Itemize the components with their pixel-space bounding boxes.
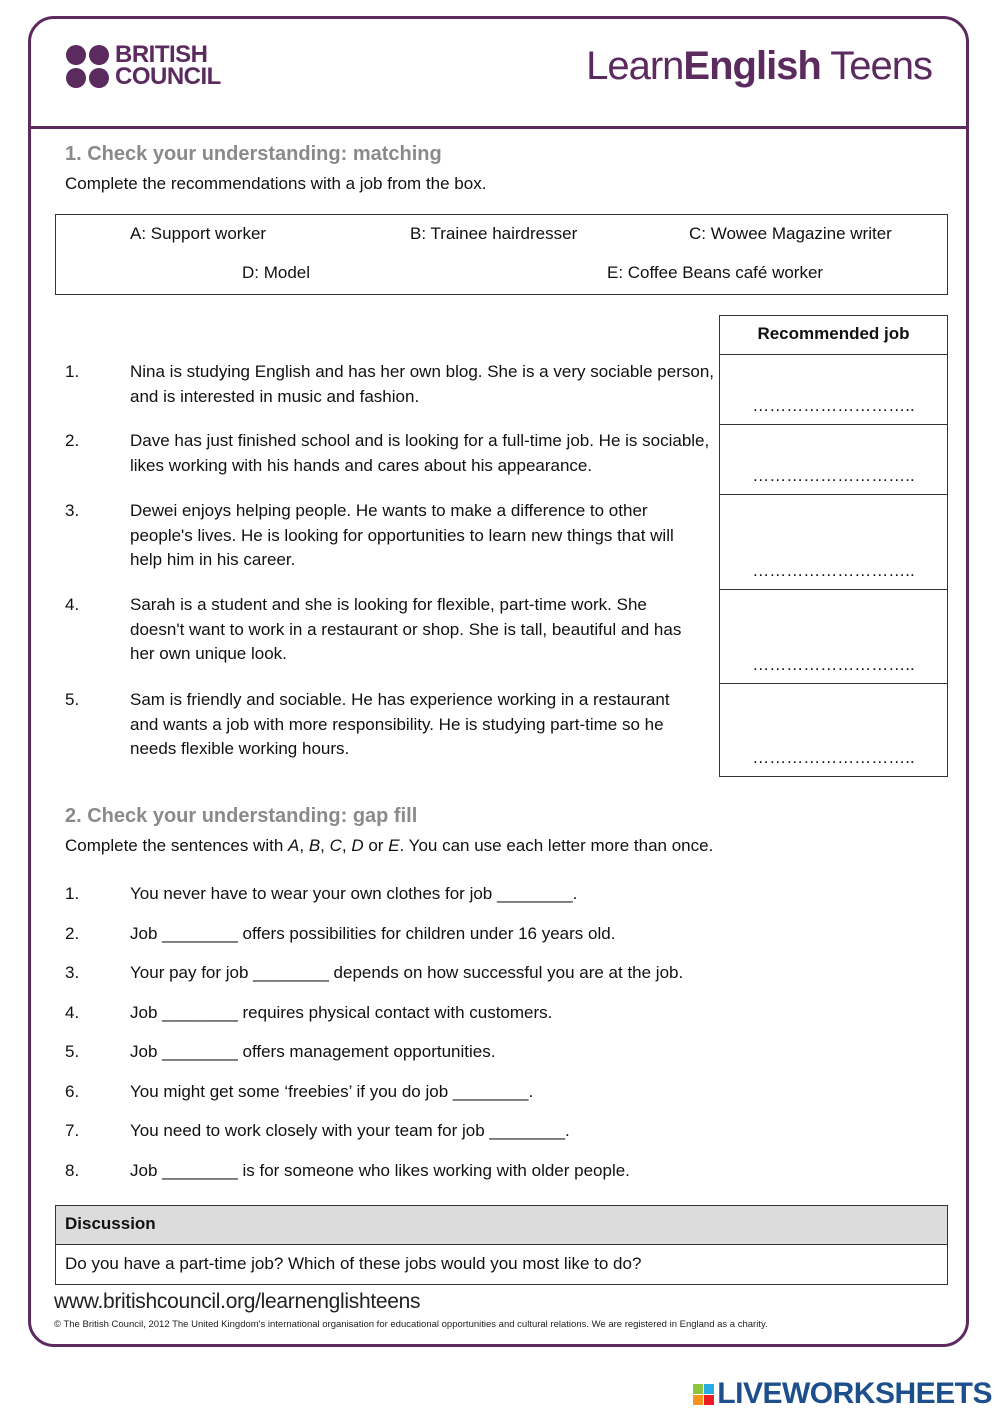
brand-line2: COUNCIL [115,63,221,90]
gap-fill-sentence[interactable]: Job ________ offers management opportunities. [130,1042,496,1061]
answer-cell-4[interactable]: ……………………….. [719,589,948,684]
matching-item-text: Sarah is a student and she is looking for flexible, part-time work. She doesn't want to work in a restaurant or shop. She is tall, beautiful and has her own unique look. [130,595,682,663]
answer-cell-5[interactable]: ……………………….. [719,683,948,777]
job-c: C: Wowee Magazine writer [689,224,892,243]
item-number: 1. [65,884,80,903]
job-b: B: Trainee hairdresser [410,224,578,243]
discussion-question: Do you have a part-time job? Which of these jobs would you most like to do? [65,1254,642,1273]
job-e: E: Coffee Beans café worker [607,263,824,282]
gap-fill-sentence[interactable]: You might get some ‘freebies’ if you do job ________. [130,1082,534,1101]
item-number: 1. [65,362,80,381]
recommended-job-header: Recommended job [719,315,948,355]
answer-cell-3[interactable]: ……………………….. [719,494,948,590]
item-number: 4. [65,1003,80,1022]
item-number: 5. [65,1042,80,1061]
gap-fill-sentence[interactable]: Job ________ offers possibilities for children under 16 years old. [130,924,616,943]
matching-item-text: Nina is studying English and has her own blog. She is a very sociable person, and is interested in music and fashion. [130,362,715,406]
liveworksheets-watermark: LIVEWORKSHEETS [693,1377,992,1411]
section1-title: 1. Check your understanding: matching [65,143,442,165]
item-number: 5. [65,690,80,709]
item-number: 2. [65,431,80,450]
answer-cell-1[interactable]: ……………………….. [719,354,948,425]
item-number: 3. [65,963,80,982]
matching-item-text: Sam is friendly and sociable. He has experience working in a restaurant and wants a job with more responsibility. He is studying part-time so he needs flexible working hours. [130,690,670,758]
section2-title: 2. Check your understanding: gap fill [65,805,418,827]
gap-fill-sentence[interactable]: Job ________ requires physical contact with customers. [130,1003,553,1022]
item-number: 2. [65,924,80,943]
job-box [55,214,948,295]
header-divider [28,126,969,129]
item-number: 6. [65,1082,80,1101]
footer-copyright: © The British Council, 2012 The United Kingdom's international organisation for educational opportunities and cultural relations. We are registered in England as a charity. [54,1319,768,1330]
section2-instruction: Complete the sentences with A, B, C, D or E. You can use each letter more than once. [65,836,714,855]
brand-line1: BRITISH [115,41,208,68]
liveworksheets-logo-icon [693,1384,714,1405]
job-a: A: Support worker [130,224,267,243]
matching-item-text: Dewei enjoys helping people. He wants to make a difference to other people's lives. He is looking for opportunities to learn new things that will help him in his career. [130,501,674,569]
discussion-box [55,1205,948,1285]
gap-fill-sentence[interactable]: You never have to wear your own clothes for job ________. [130,884,578,903]
gap-fill-sentence[interactable]: You need to work closely with your team for job ________. [130,1121,570,1140]
footer-url[interactable]: www.britishcouncil.org/learnenglishteens [54,1290,421,1313]
job-d: D: Model [242,263,311,282]
gap-fill-sentence[interactable]: Your pay for job ________ depends on how successful you are at the job. [130,963,684,982]
british-council-logo [66,41,221,90]
item-number: 4. [65,595,80,614]
learnenglish-teens-logo: LearnEnglish Teens [586,44,932,88]
item-number: 7. [65,1121,80,1140]
logo-dots-icon [66,45,109,88]
gap-fill-sentence[interactable]: Job ________ is for someone who likes working with older people. [130,1161,630,1180]
discussion-title: Discussion [56,1206,947,1245]
matching-item-text: Dave has just finished school and is looking for a full-time job. He is sociable, likes working with his hands and cares about his appearance. [130,431,710,475]
item-number: 3. [65,501,80,520]
section1-instruction: Complete the recommendations with a job from the box. [65,174,487,193]
item-number: 8. [65,1161,80,1180]
answer-cell-2[interactable]: ……………………….. [719,424,948,495]
